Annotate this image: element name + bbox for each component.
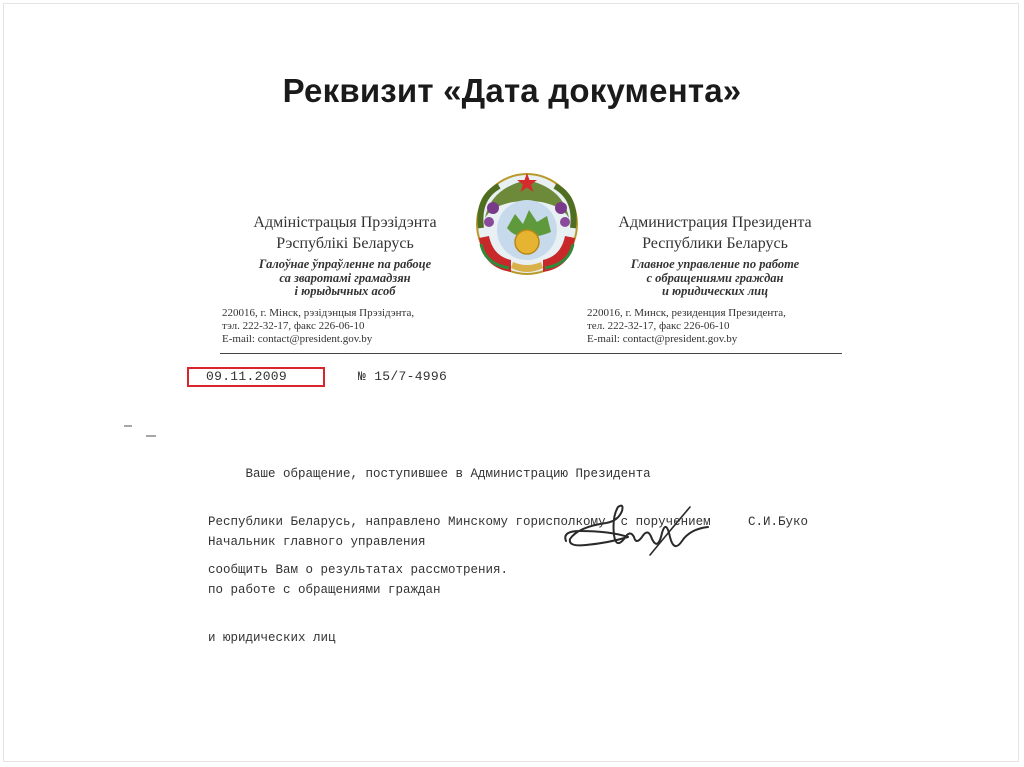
letterhead-belarusian [220, 212, 470, 346]
org-line: Администрация Президента [618, 214, 812, 231]
address: 220016, г. Мінск, рэзідэнцыя Прэзідэнта, [222, 306, 415, 319]
contacts-ru [585, 307, 845, 346]
scan-marks-icon [120, 422, 160, 442]
dept-line: са зваротамі грамадзян [279, 270, 411, 285]
dept-line: и юридических лиц [661, 284, 769, 298]
phone: тэл. 222-32-17, факс 226-06-10 [222, 319, 365, 332]
dept-name-ru [585, 258, 845, 299]
position-line: и юридических лиц [208, 631, 336, 645]
dept-line: Галоўнае ўпраўленне па рабоце [258, 257, 432, 271]
signer-name: С.И.Буко [748, 515, 809, 529]
dept-name-by [220, 258, 470, 299]
position-line: по работе с обращениями граждан [208, 583, 441, 597]
signatory-position [208, 502, 441, 678]
handwritten-signature-icon [558, 497, 728, 559]
address: 220016, г. Минск, резиденция Президента, [587, 306, 786, 319]
email: E-mail: contact@president.gov.by [587, 332, 738, 345]
phone: тел. 222-32-17, факс 226-06-10 [587, 319, 730, 332]
body-line: Республики Беларусь, направлено Минскому горисполкому с поручением [208, 515, 711, 529]
letterhead-russian [585, 212, 845, 346]
document-letter [190, 162, 850, 645]
org-name-by [220, 212, 470, 254]
state-emblem-icon [471, 168, 583, 280]
email: E-mail: contact@president.gov.by [222, 332, 373, 345]
body-line: Ваше обращение, поступившее в Администрацию Президента [208, 467, 651, 481]
document-number: № 15/7-4996 [358, 369, 448, 384]
dept-line: с обращениями граждан [646, 270, 784, 285]
org-line: Республики Беларусь [642, 235, 788, 252]
document-date: 09.11.2009 [206, 369, 288, 384]
dept-line: і юрыдычных асоб [294, 284, 396, 298]
slide-title: Реквизит «Дата документа» [282, 72, 742, 109]
letterhead-divider [220, 353, 842, 354]
body-line: сообщить Вам о результатах рассмотрения. [208, 563, 509, 577]
org-name-ru [585, 212, 845, 254]
org-line: Адміністрацыя Прэзідэнта [253, 214, 437, 231]
position-line: Начальник главного управления [208, 535, 426, 549]
dept-line: Главное управление по работе [630, 257, 800, 271]
contacts-by [220, 307, 470, 346]
org-line: Рэспублікі Беларусь [276, 235, 414, 252]
